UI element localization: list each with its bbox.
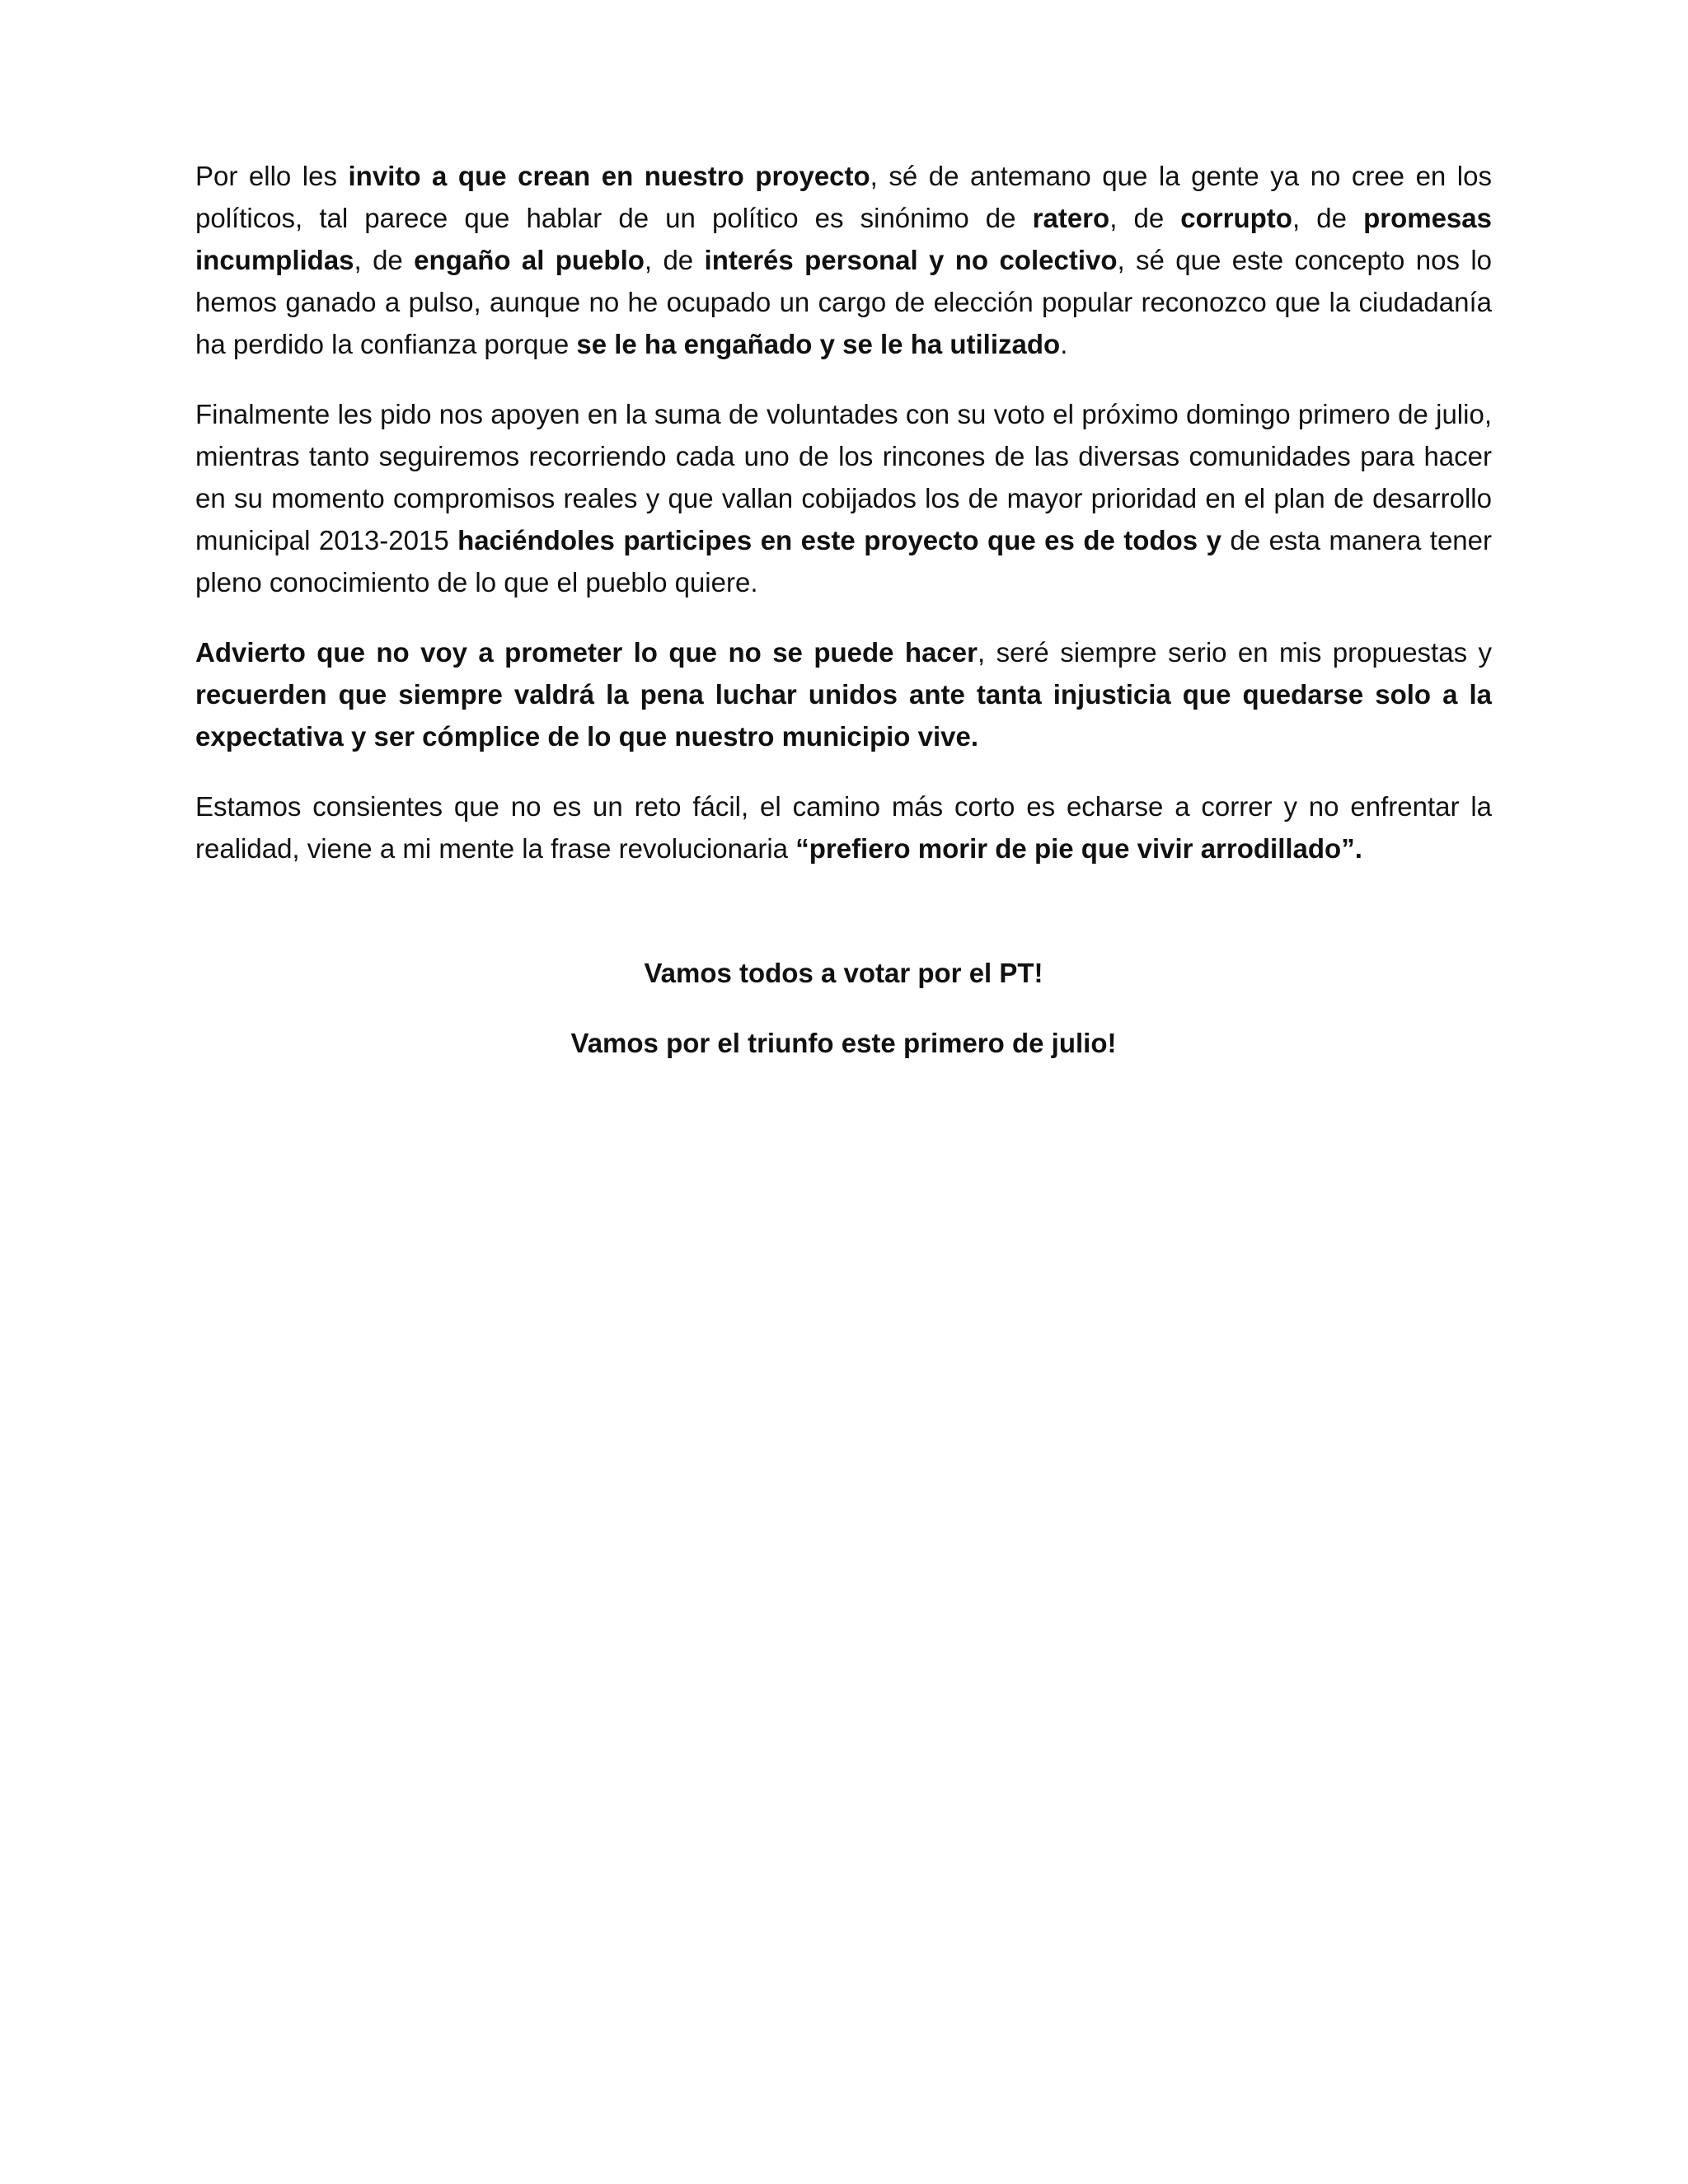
bold-text-run: se le ha engañado y se le ha utilizado — [576, 329, 1061, 359]
text-run: , de — [354, 245, 415, 275]
text-run: , sé que este concepto nos lo hemos ganado a pulso, aunque no he ocupado un cargo de elección popular reconozco que la ciudadanía ha perdido la confianza porque — [195, 245, 1493, 359]
paragraph-request-vote — [195, 393, 1492, 603]
bold-text-run: interés personal y no colectivo — [704, 245, 1118, 275]
bold-text-run: haciéndoles participes en este proyecto que es de todos y — [457, 525, 1221, 555]
text-run: de esta manera tener pleno conocimiento de lo que el pueblo quiere. — [195, 525, 1492, 598]
text-run: , de — [1109, 203, 1181, 233]
bold-text-run: Advierto que no voy a prometer lo que no se puede hacer — [195, 637, 978, 668]
text-run: , de — [644, 245, 705, 275]
text-run: , de — [1292, 203, 1364, 233]
bold-text-run: ratero — [1032, 203, 1110, 233]
bold-text-run: invito a que crean en nuestro proyecto — [348, 161, 870, 191]
slogan-triumph: Vamos por el triunfo este primero de julio! — [570, 1028, 1117, 1058]
text-run: Finalmente les pido nos apoyen en la suma de voluntades con su voto el próximo domingo primero de julio, mientras tanto seguiremos recorriendo cada uno de los rincones de las diversas comunidades para hacer en su momento compromisos reales y que vallan cobijados los de mayor prioridad en el plan de desarrollo municipal 2013-2015 — [195, 399, 1492, 555]
bold-text-run: engaño al pueblo — [414, 245, 645, 275]
bold-text-run: promesas incumplidas — [195, 203, 1492, 275]
slogan-vote-pt: Vamos todos a votar por el PT! — [644, 958, 1043, 988]
text-run: Estamos consientes que no es un reto fácil, el camino más corto es echarse a correr y no enfrentar la realidad, viene a mi mente la frase revolucionaria — [195, 791, 1492, 864]
paragraph-challenge — [195, 785, 1492, 869]
document-page — [195, 155, 1492, 1092]
text-run: , sé de antemano que la gente ya no cree en los políticos, tal parece que hablar de un político es sinónimo de — [195, 161, 1492, 233]
paragraph-warning — [195, 631, 1492, 757]
closing-slogans — [195, 952, 1492, 1064]
text-run: , seré siempre serio en mis propuestas y — [977, 637, 1492, 668]
bold-text-run: corrupto — [1180, 203, 1292, 233]
paragraph-invitation — [195, 155, 1492, 365]
body-text — [195, 155, 1492, 869]
text-run: . — [1060, 329, 1068, 359]
text-run: Por ello les — [195, 161, 349, 191]
bold-text-run: “prefiero morir de pie que vivir arrodillado”. — [795, 833, 1362, 864]
bold-text-run: recuerden que siempre valdrá la pena luchar unidos ante tanta injusticia que quedarse solo a la expectativa y ser cómplice de lo que nuestro municipio vive. — [195, 679, 1492, 752]
